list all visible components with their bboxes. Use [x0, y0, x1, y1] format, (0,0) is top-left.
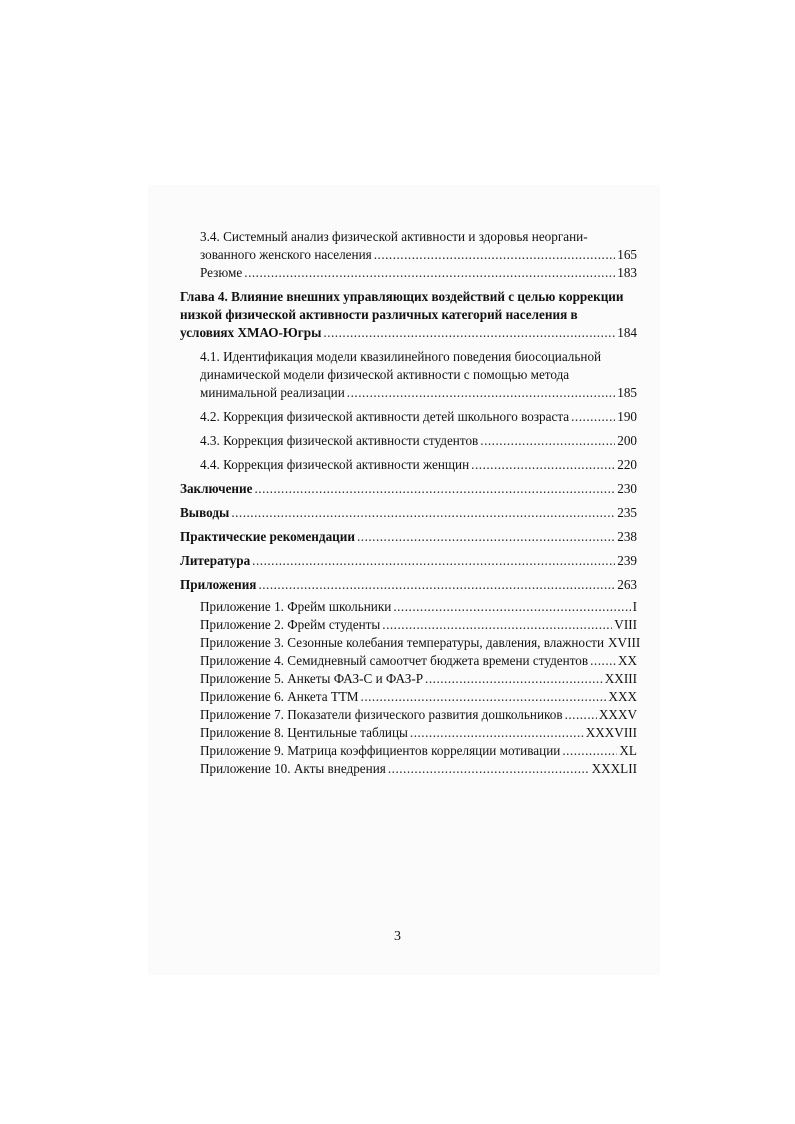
toc-page: 185: [617, 385, 637, 400]
toc-label: Приложение 1. Фрейм школьники: [200, 599, 392, 614]
toc-entry-appendices: [180, 576, 637, 594]
toc-entry-findings: [180, 504, 637, 522]
toc-page: XXX: [608, 689, 637, 704]
toc-label: Приложение 7. Показатели физического развития дошкольников: [200, 707, 563, 722]
leader-dots: [244, 267, 615, 279]
toc-page: XXXVIII: [585, 725, 637, 740]
toc-label: Заключение: [180, 481, 253, 496]
toc-label: зованного женского населения: [200, 247, 372, 262]
leader-dots: [361, 691, 607, 703]
leader-dots: [393, 601, 630, 613]
toc-entry-4-2: [180, 408, 637, 426]
toc-label: условиях ХМАО-Югры: [180, 325, 322, 340]
toc-chapter-4-line1: Глава 4. Влияние внешних управляющих воздействий с целью коррекции: [180, 289, 624, 304]
toc-page: XX: [617, 653, 637, 668]
toc-entry-resume: [180, 264, 637, 282]
toc-entry-literature: [180, 552, 637, 570]
toc-label: 4.3. Коррекция физической активности студентов: [200, 433, 479, 448]
toc-page: XVIII: [608, 635, 641, 650]
page-number: 3: [394, 929, 401, 944]
appendix-item: [180, 760, 637, 778]
toc-label: 4.4. Коррекция физической активности женщин: [200, 457, 470, 472]
appendix-item: [180, 688, 637, 706]
toc-label: минимальной реализации: [200, 385, 345, 400]
toc-page: 183: [617, 265, 637, 280]
leader-dots: [323, 327, 615, 339]
leader-dots: [425, 673, 603, 685]
table-of-contents: [180, 228, 641, 778]
leader-dots: [562, 745, 617, 757]
toc-page: I: [632, 599, 637, 614]
toc-entry-conclusion: [180, 480, 637, 498]
toc-label: Приложение 10. Акты внедрения: [200, 761, 386, 776]
leader-dots: [388, 763, 590, 775]
toc-entry-recommendations: [180, 528, 637, 546]
toc-label: Практические рекомендации: [180, 529, 355, 544]
leader-dots: [571, 411, 615, 423]
appendix-item: [180, 742, 637, 760]
toc-page: XXXV: [598, 707, 637, 722]
leader-dots: [471, 459, 615, 471]
leader-dots: [252, 555, 615, 567]
leader-dots: [374, 249, 616, 261]
toc-label: Приложение 8. Центильные таблицы: [200, 725, 408, 740]
leader-dots: [357, 531, 615, 543]
appendix-item: [180, 616, 637, 634]
toc-page: 184: [617, 325, 637, 340]
leader-dots: [565, 709, 597, 721]
toc-label: Приложение 5. Анкеты ФАЗ-С и ФАЗ-Р: [200, 671, 424, 686]
toc-page: 165: [617, 247, 637, 262]
appendix-list: [180, 598, 641, 778]
toc-page: 200: [617, 433, 637, 448]
toc-entry-4-3: [180, 432, 637, 450]
appendix-item: [180, 652, 637, 670]
appendix-item: [180, 706, 637, 724]
toc-label: Приложение 6. Анкета ТТМ: [200, 689, 359, 704]
toc-page: VIII: [614, 617, 637, 632]
toc-page: 263: [617, 577, 637, 592]
toc-page: XXXLII: [591, 761, 637, 776]
toc-page: 235: [617, 505, 637, 520]
toc-label: Приложение 3. Сезонные колебания температуры, давления, влажности: [200, 635, 605, 650]
toc-chapter-4: [180, 324, 637, 342]
toc-page: 190: [617, 409, 637, 424]
leader-dots: [231, 507, 615, 519]
leader-dots: [258, 579, 615, 591]
toc-entry-4-4: [180, 456, 637, 474]
leader-dots: [382, 619, 612, 631]
leader-dots: [480, 435, 615, 447]
toc-entry-3-4: [180, 246, 637, 264]
leader-dots: [590, 655, 616, 667]
toc-label: Литература: [180, 553, 251, 568]
toc-page: 230: [617, 481, 637, 496]
leader-dots: [347, 387, 615, 399]
toc-entry-4-1-line1: 4.1. Идентификация модели квазилинейного поведения биосоциальной: [200, 349, 602, 364]
toc-chapter-4-line2: низкой физической активности различных категорий населения в: [180, 307, 578, 322]
toc-page: 238: [617, 529, 637, 544]
toc-entry-3-4-line1: 3.4. Системный анализ физической активности и здоровья неоргани-: [200, 229, 588, 244]
leader-dots: [410, 727, 584, 739]
appendix-item: [180, 724, 637, 742]
toc-label: Резюме: [200, 265, 243, 280]
appendix-item: [180, 598, 637, 616]
toc-label: Приложение 9. Матрица коэффициентов корреляции мотивации: [200, 743, 561, 758]
toc-label: Выводы: [180, 505, 230, 520]
toc-label: Приложение 4. Семидневный самоотчет бюджета времени студентов: [200, 653, 589, 668]
toc-page: 239: [617, 553, 637, 568]
toc-entry-4-1: [180, 384, 637, 402]
toc-entry-4-1-line2: динамической модели физической активности с помощью метода: [200, 367, 570, 382]
toc-page: 220: [617, 457, 637, 472]
leader-dots: [254, 483, 615, 495]
appendix-item: [180, 670, 637, 688]
toc-label: Приложения: [180, 577, 257, 592]
toc-label: Приложение 2. Фрейм студенты: [200, 617, 381, 632]
appendix-item: [180, 634, 641, 652]
toc-page: XXIII: [604, 671, 637, 686]
toc-label: 4.2. Коррекция физической активности детей школьного возраста: [200, 409, 570, 424]
toc-page: XL: [619, 743, 637, 758]
